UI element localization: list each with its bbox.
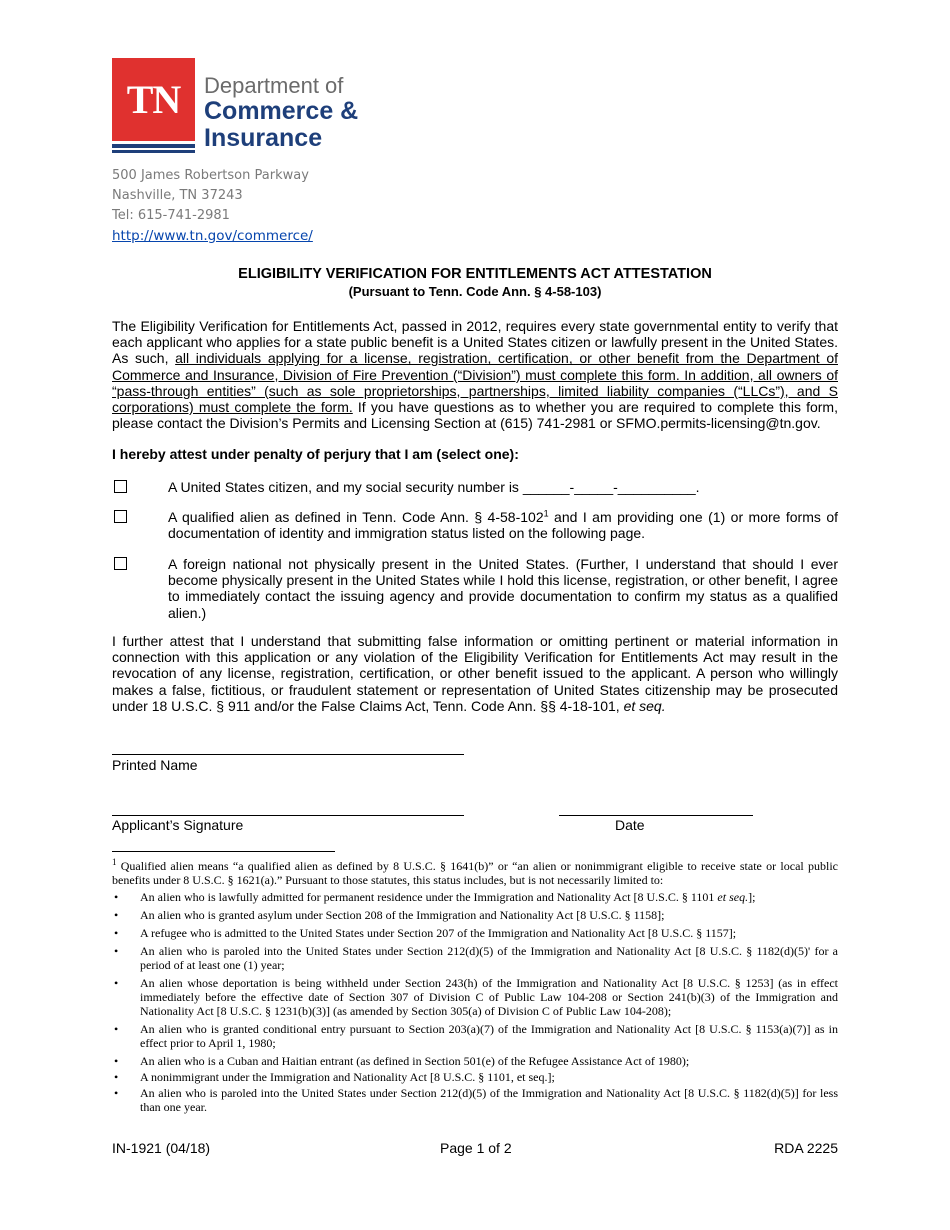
- list-item-text: An alien who is paroled into the United States under Section 212(d)(5) of the Immigration and Nationality Act [8 U.S.C. § 1182(d)(5)' for a period of at least one (1) year;: [140, 944, 838, 972]
- list-item: [112, 1022, 838, 1050]
- list-item-text: An alien who is granted asylum under Section 208 of the Immigration and Nationality Act [8 U.S.C. § 1158];: [140, 908, 665, 922]
- logo-line-1: Department of: [204, 73, 344, 98]
- option-us-citizen: [112, 479, 838, 495]
- list-item: [112, 926, 838, 940]
- list-item: [112, 890, 838, 904]
- qualified-alien-list: [112, 890, 838, 1114]
- intro-underlined-requirement: all individuals applying for a license, registration, certification, or other benefit from the Department of Commerce and Insurance, Division of Fire Prevention (“Division”) must complete this form. In addition, all owners of “pass-through entities” (such as sole proprietorships, partnerships, limited liability companies (“LLCs”), and S corporations) must complete the form.: [112, 350, 838, 416]
- logo-wordmark: [204, 74, 358, 152]
- list-item-text-end: ];: [748, 890, 756, 904]
- rda-number: RDA 2225: [774, 1140, 838, 1156]
- intro-text-2: If you have questions as to whether you are required to complete this form, please contact the Division’s Permits and Licensing Section at (615) 741-2981 or SFMO.permits-licensing@tn.gov.: [112, 399, 838, 432]
- logo-line-3: Insurance: [204, 124, 323, 152]
- date-line[interactable]: [559, 815, 753, 816]
- footnote-text: Qualified alien means “a qualified alien as defined by 8 U.S.C. § 1641(b)” or “an alien or nonimmigrant eligible to receive state or local public benefits under 8 U.S.C. § 1621(a).” Pursuant to those statutes, this status includes, but is not necessarily limited to:: [112, 859, 838, 887]
- footnote-1: [112, 859, 838, 887]
- logo-underline: [112, 144, 195, 148]
- list-item-text: An alien who is lawfully admitted for permanent residence under the Immigration and Nationality Act [8 U.S.C. § 1101: [140, 890, 718, 904]
- form-id: IN-1921 (04/18): [112, 1140, 211, 1156]
- list-item-text: An alien who is paroled into the United States under Section 212(d)(5) of the Immigration and Nationality Act [8 U.S.C. § 1182(d)(5)] for less than one year.: [140, 1086, 838, 1114]
- printed-name-line[interactable]: [112, 754, 464, 755]
- foreign-national-label: A foreign national not physically present in the United States. (Further, I understand that should I ever become physically present in the United States while I hold this license, registration, or other benefit, I agree to immediately contact the issuing agency and provide documentation to confirm my status as a qualified alien.): [168, 556, 838, 621]
- bullet-icon: •: [114, 1022, 119, 1036]
- bullet-icon: •: [114, 908, 119, 922]
- us-citizen-label: A United States citizen, and my social security number is ______-_____-__________.: [168, 479, 700, 495]
- tn-commerce-insurance-logo: [112, 58, 362, 154]
- list-item: [112, 944, 838, 972]
- further-attestation-paragraph: [112, 633, 838, 714]
- bullet-icon: •: [114, 1054, 119, 1068]
- list-item-text: An alien whose deportation is being withheld under Section 243(h) of the Immigration and Nationality Act [8 U.S.C. § 1253] (as in effect immediately before the effective date of Section 307 of Division C of Public Law 104-208 or Section 241(b)(3) of the Immigration and Nationality Act [8 U.S.C. § 1231(b)(3)] (as amended by Section 305(a) of Division C of Public Law 104-208);: [140, 976, 838, 1018]
- qualified-alien-text-2: and I am providing one (1) or more forms of documentation of identity and immigration status listed on the following page.: [168, 509, 838, 542]
- list-item-text: An alien who is a Cuban and Haitian entrant (as defined in Section 501(e) of the Refugee Assistance Act of 1980);: [140, 1054, 690, 1068]
- logo-mark: TN: [112, 58, 195, 141]
- qualified-alien-text-1: A qualified alien as defined in Tenn. Code Ann. § 4-58-102: [168, 509, 544, 525]
- option-qualified-alien: [112, 509, 838, 541]
- list-item: [112, 1086, 838, 1114]
- applicant-signature-line[interactable]: [112, 815, 464, 816]
- footnote-marker: 1: [112, 857, 117, 867]
- form-subtitle: (Pursuant to Tenn. Code Ann. § 4-58-103): [348, 284, 602, 299]
- form-title: ELIGIBILITY VERIFICATION FOR ENTITLEMENTS ACT ATTESTATION: [238, 266, 712, 282]
- list-item-text: An alien who is granted conditional entry pursuant to Section 203(a)(7) of the Immigration and Nationality Act [8 U.S.C. § 1153(a)(7)] as in effect prior to April 1, 1980;: [140, 1022, 838, 1050]
- bullet-icon: •: [114, 890, 119, 904]
- bullet-icon: •: [114, 1070, 119, 1084]
- list-item: [112, 1070, 838, 1084]
- list-item: [112, 976, 838, 1018]
- attest-heading: I hereby attest under penalty of perjury that I am (select one):: [112, 446, 519, 462]
- foreign-national-checkbox[interactable]: [114, 557, 127, 570]
- bullet-icon: •: [114, 976, 119, 990]
- date-label: Date: [615, 817, 645, 833]
- address-city: Nashville, TN 37243: [112, 188, 243, 203]
- footnote-reference: 1: [543, 508, 549, 519]
- bullet-icon: •: [114, 1086, 119, 1100]
- qualified-alien-label: [168, 509, 838, 541]
- page-number: Page 1 of 2: [440, 1140, 512, 1156]
- printed-name-label: Printed Name: [112, 757, 198, 773]
- list-item: [112, 1054, 838, 1068]
- us-citizen-checkbox[interactable]: [114, 480, 127, 493]
- further-attestation-italic: et seq.: [623, 697, 666, 714]
- bullet-icon: •: [114, 944, 119, 958]
- bullet-icon: •: [114, 926, 119, 940]
- list-item: [112, 908, 838, 922]
- department-address: [112, 166, 313, 247]
- list-item-text: A nonimmigrant under the Immigration and Nationality Act [8 U.S.C. § 1101, et seq.];: [140, 1070, 555, 1084]
- footnote-separator: [112, 851, 335, 852]
- address-street: 500 James Robertson Parkway: [112, 168, 309, 183]
- applicant-signature-label: Applicant’s Signature: [112, 817, 244, 833]
- address-phone: Tel: 615-741-2981: [112, 208, 230, 223]
- option-foreign-national: [112, 556, 838, 621]
- intro-text-1: The Eligibility Verification for Entitlements Act, passed in 2012, requires every state governmental entity to verify that each applicant who applies for a state public benefit is a United States citizen or lawfully present in the United States. As such,: [112, 318, 838, 367]
- further-attestation-text: I further attest that I understand that submitting false information or omitting pertinent or material information in connection with this application or any violation of the Eligibility Verification for Entitlements Act may result in the revocation of any license, registration, certification, or other benefit issued to the applicant. A person who willingly makes a false, fictitious, or fraudulent statement or representation of United States citizenship may be prosecuted under 18 U.S.C. § 911 and/or the False Claims Act, Tenn. Code Ann. §§ 4-18-101,: [112, 633, 838, 714]
- logo-underline-2: [112, 150, 195, 153]
- list-item-italic: et seq.: [717, 890, 749, 904]
- list-item-text: A refugee who is admitted to the United States under Section 207 of the Immigration and Nationality Act [8 U.S.C. § 1157];: [140, 926, 737, 940]
- intro-paragraph: [112, 318, 838, 431]
- logo-line-2: Commerce &: [204, 97, 359, 125]
- qualified-alien-checkbox[interactable]: [114, 510, 127, 523]
- department-website-link[interactable]: http://www.tn.gov/commerce/: [112, 228, 313, 244]
